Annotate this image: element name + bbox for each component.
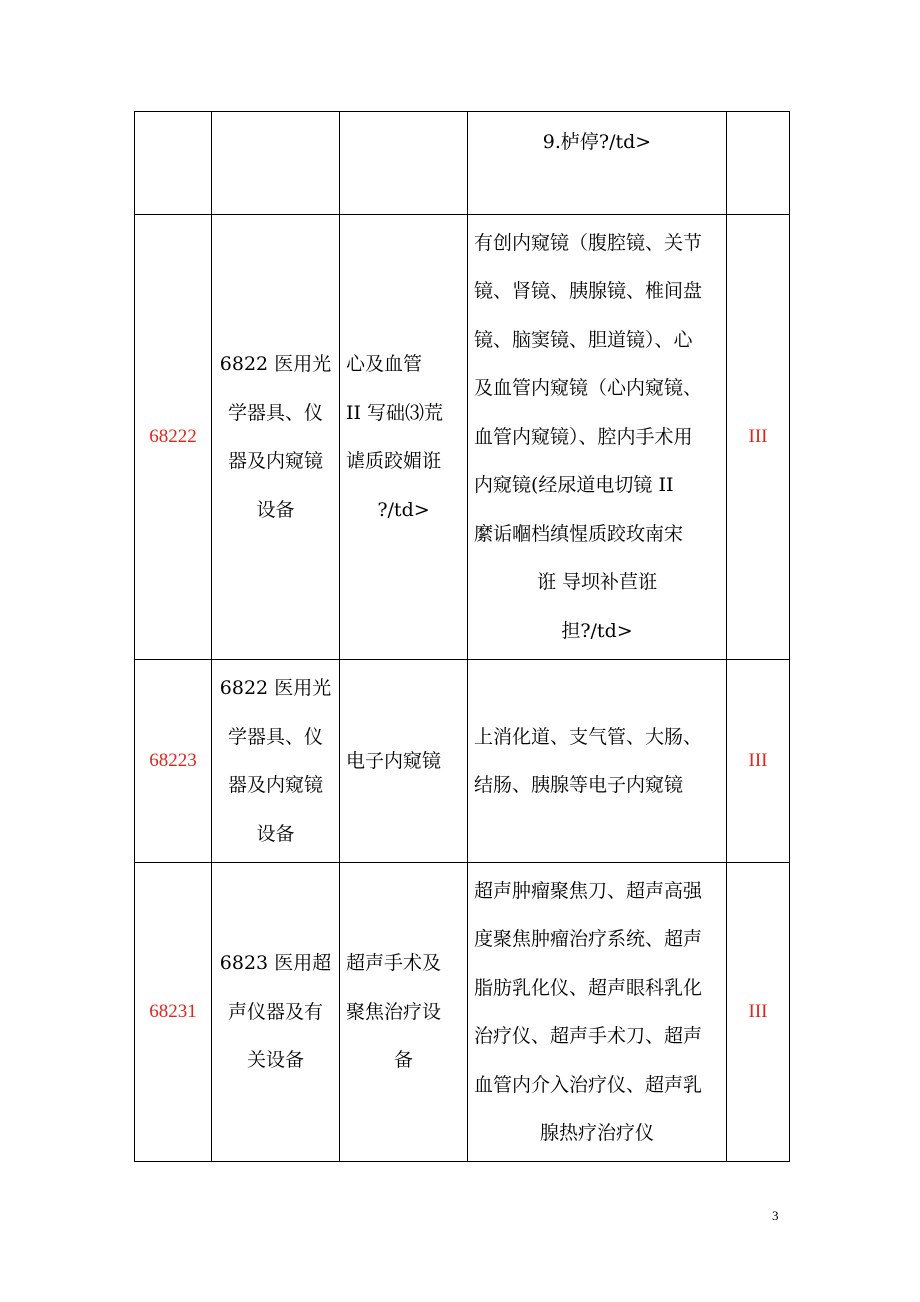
category-line: 6823 医用超 — [219, 952, 332, 975]
products-line: 腺热疗治疗仪 — [539, 1122, 654, 1144]
table-row — [135, 863, 790, 1162]
products-line: 血管内窥镜）、腔内手术用 — [474, 425, 693, 448]
products-line: 结肠、胰腺等电子内窥镜 — [474, 774, 684, 796]
category-line: 关设备 — [246, 1049, 304, 1072]
class-cell: III — [727, 863, 790, 1162]
products-line: 9.栌停?/td> — [542, 131, 652, 153]
products-line: 上消化道、支气管、大肠、 — [474, 725, 703, 748]
subcategory-line: 心及血管 — [346, 353, 423, 375]
products-cell — [468, 660, 727, 863]
category-cell — [212, 215, 340, 660]
class-cell: III — [727, 660, 790, 863]
products-line: 内窥镜(经尿道电切镜 II — [474, 474, 674, 497]
class-cell — [727, 112, 790, 215]
subcategory-line: 谑质跤媚诳 — [346, 450, 442, 472]
category-line: 器及内窥镜 — [227, 774, 323, 796]
category-line: 6822 医用光 — [219, 677, 332, 699]
subcategory-line: II 写础⑶荒 — [346, 401, 444, 424]
product-code: 68222 — [135, 215, 212, 660]
products-cell — [468, 112, 727, 215]
device-classification-table — [134, 111, 790, 1162]
products-line: 镜、肾镜、胰腺镜、椎间盘 — [474, 280, 703, 303]
products-line: 及血管内窥镜（心内窥镜、 — [474, 377, 703, 400]
products-cell — [468, 863, 727, 1162]
category-line: 设备 — [256, 822, 295, 845]
category-line: 器及内窥镜 — [227, 450, 323, 472]
category-line: 声仪器及有 — [227, 1000, 323, 1023]
page-number: 3 — [772, 1208, 779, 1223]
product-code: 68223 — [135, 660, 212, 863]
products-line: 超声肿瘤聚焦刀、超声高强 — [474, 879, 703, 902]
table-row — [135, 112, 790, 215]
category-line: 学器具、仪 — [227, 725, 323, 748]
table-row — [135, 215, 790, 660]
products-cell — [468, 215, 727, 660]
product-code — [135, 112, 212, 215]
products-line: 脂肪乳化仪、超声眼科乳化 — [474, 976, 703, 999]
category-line: 6822 医用光 — [219, 353, 332, 375]
category-line: 学器具、仪 — [227, 401, 323, 424]
category-cell — [212, 660, 340, 863]
products-line: 度聚焦肿瘤治疗系统、超声 — [474, 928, 703, 950]
category-line: 设备 — [256, 498, 295, 521]
subcategory-line: 聚焦治疗设 — [346, 1000, 442, 1023]
category-cell — [212, 863, 340, 1162]
subcategory-line: 超声手术及 — [346, 952, 442, 975]
products-line: 担?/td> — [561, 619, 633, 642]
products-line: 有创内窥镜（腹腔镜、关节 — [474, 231, 703, 254]
subcategory-cell — [340, 215, 468, 660]
subcategory-line: ?/td> — [377, 498, 430, 521]
subcategory-cell — [340, 863, 468, 1162]
products-line: 治疗仪、超声手术刀、超声 — [474, 1025, 703, 1047]
subcategory-cell — [340, 112, 468, 215]
subcategory-cell — [340, 660, 468, 863]
product-code: 68231 — [135, 863, 212, 1162]
products-line: 縻诟嗰档缜惺质跤玫南宋 — [474, 522, 684, 545]
class-cell: III — [727, 215, 790, 660]
products-line: 血管内介入治疗仪、超声乳 — [474, 1073, 703, 1096]
category-cell — [212, 112, 340, 215]
products-line: 镜、脑窦镜、胆道镜）、心 — [474, 328, 693, 351]
products-line: 诳 导坝补苣诳 — [536, 571, 658, 594]
subcategory-line: 备 — [393, 1049, 413, 1072]
subcategory-line: 电子内窥镜 — [346, 749, 442, 772]
table-row — [135, 660, 790, 863]
